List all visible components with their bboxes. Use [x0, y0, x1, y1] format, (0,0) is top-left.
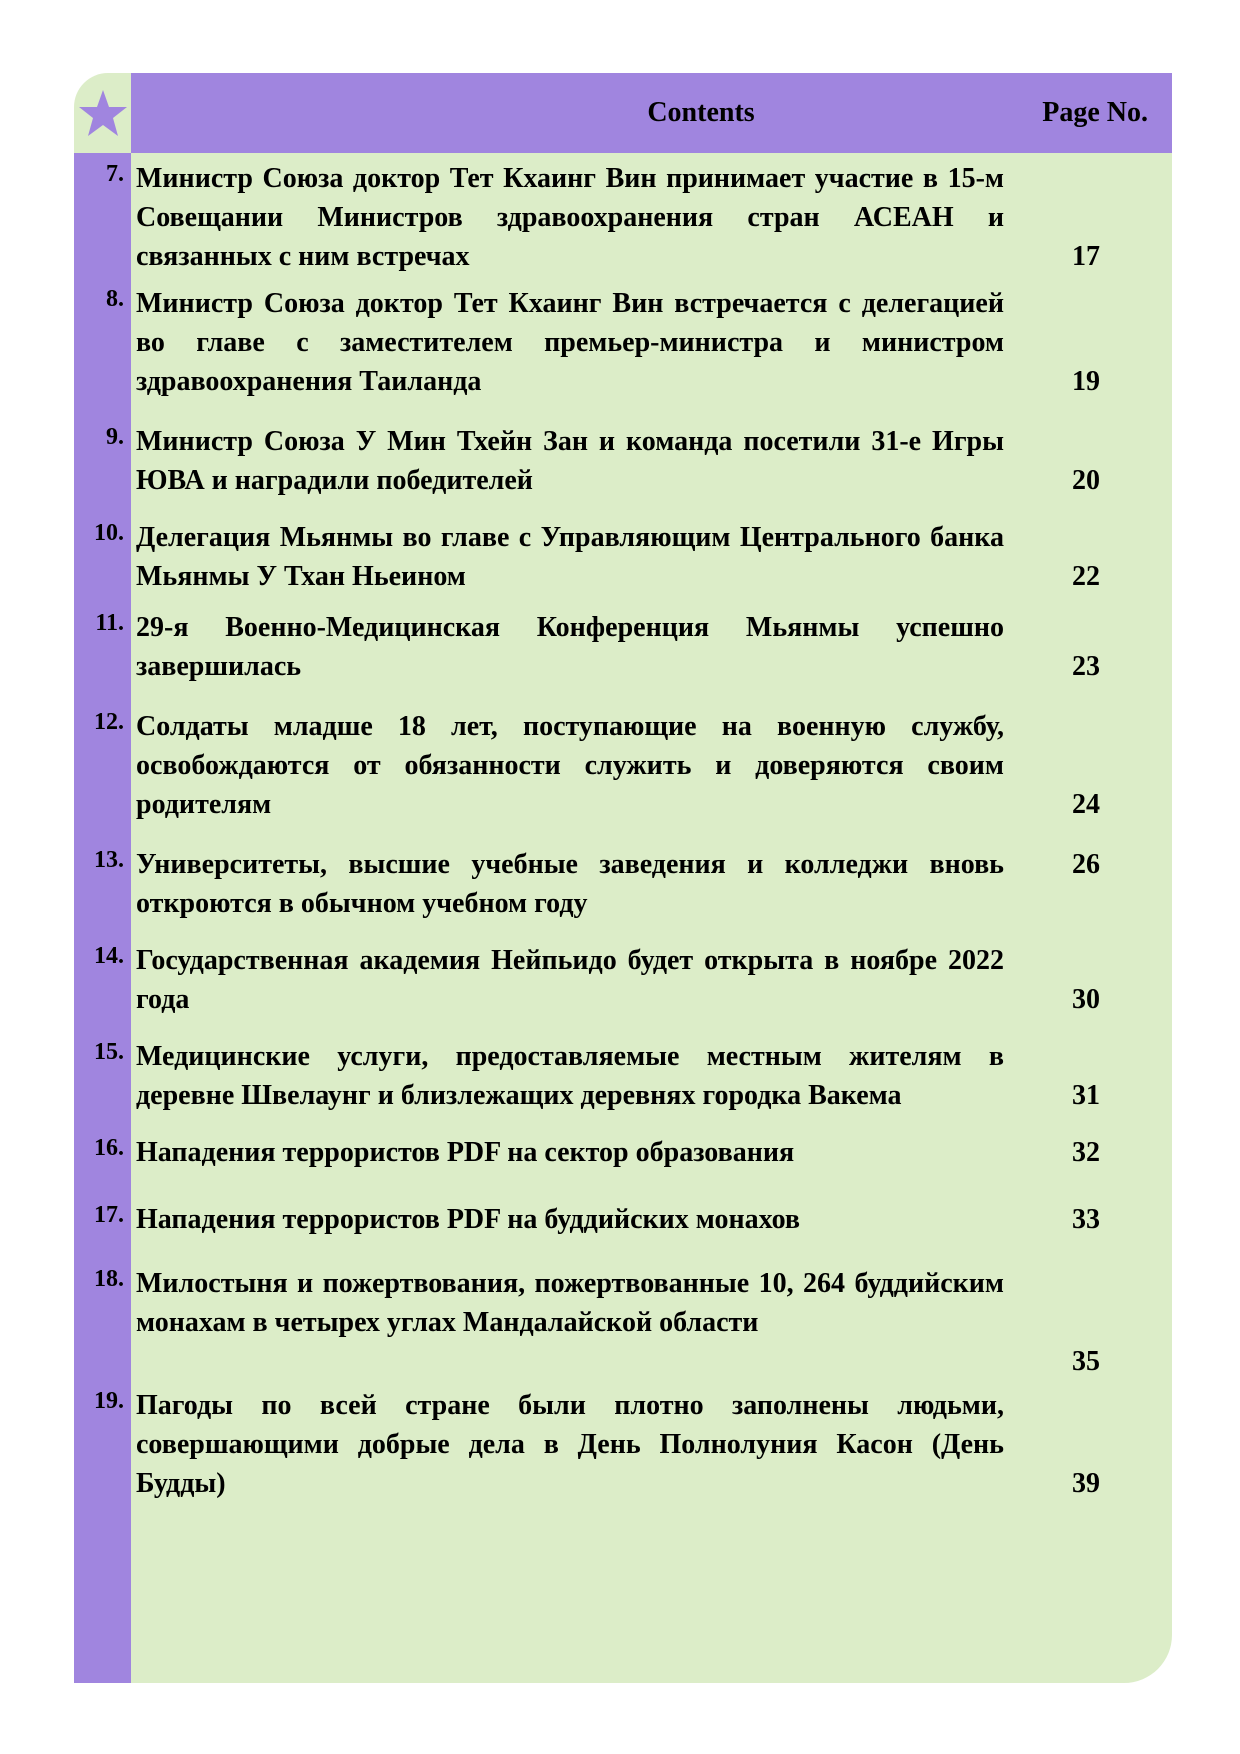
entry-number: 14.: [94, 943, 124, 969]
entry-title: Нападения террористов PDF на сектор образования: [136, 1137, 795, 1168]
entry-title: Министр Союза У Мин Тхейн Зан и команда посетили 31-е Игры ЮВА и наградили победителей: [136, 426, 1004, 496]
entry-page: 22: [1072, 561, 1100, 592]
entry-page: 20: [1072, 465, 1100, 496]
entry-title: Министр Союза доктор Тет Кхаинг Вин принимает участие в 15-м Совещании Министров здравоохранения стран АСЕАН и связанных с ним встречах: [136, 163, 1004, 272]
entry-page: 26: [1072, 849, 1100, 880]
entry-number: 17.: [94, 1202, 124, 1228]
left-stripe: [74, 153, 131, 1683]
page-no-label: Page No.: [1042, 97, 1148, 128]
entry-number: 13.: [94, 847, 124, 873]
entry-number: 10.: [94, 520, 124, 546]
entry-number: 12.: [94, 709, 124, 735]
star-icon: [78, 88, 128, 138]
entry-page: 39: [1072, 1468, 1100, 1499]
entry-page: 23: [1072, 651, 1100, 682]
entry-page: 30: [1072, 984, 1100, 1015]
entry-page: 31: [1072, 1080, 1100, 1111]
entry-title: Нападения террористов PDF на буддийских монахов: [136, 1204, 800, 1235]
entry-page: 19: [1072, 366, 1100, 397]
entry-number: 16.: [94, 1135, 124, 1161]
entry-title: Солдаты младше 18 лет, поступающие на военную службу, освобождаются от обязанности служить и доверяются своим родителям: [136, 711, 1004, 820]
entry-page: 32: [1072, 1137, 1100, 1168]
entry-title: 29-я Военно-Медицинская Конференция Мьянмы успешно завершилась: [136, 612, 1004, 682]
entry-title: Делегация Мьянмы во главе с Управляющим Центрального банка Мьянмы У Тхан Ньеином: [136, 522, 1004, 592]
entry-number: 19.: [94, 1388, 124, 1414]
contents-header: [131, 73, 1172, 153]
entry-page: 17: [1072, 241, 1100, 272]
entry-title: Государственная академия Нейпьидо будет открыта в ноябре 2022 года: [136, 945, 1004, 1015]
entry-number: 7.: [106, 161, 124, 187]
entry-number: 8.: [106, 286, 124, 312]
entry-number: 18.: [94, 1266, 124, 1292]
entry-number: 9.: [106, 424, 124, 450]
entry-page: 33: [1072, 1204, 1100, 1235]
entry-page: 24: [1072, 789, 1100, 820]
entry-number: 15.: [94, 1039, 124, 1065]
entry-page: 35: [1072, 1346, 1100, 1377]
entry-title: Пагоды по всей стране были плотно заполнены людьми, совершающими добрые дела в День Полнолуния Касон (День Будды): [136, 1390, 1004, 1499]
entry-title: Медицинские услуги, предоставляемые местным жителям в деревне Швелаунг и близлежащих деревнях городка Вакема: [136, 1041, 1004, 1111]
entry-title: Университеты, высшие учебные заведения и колледжи вновь откроются в обычном учебном году: [136, 849, 1004, 919]
entry-title: Милостыня и пожертвования, пожертвованные 10, 264 буддийским монахам в четырех углах Мандалайской области: [136, 1268, 1004, 1338]
entry-title: Министр Союза доктор Тет Кхаинг Вин встречается с делегацией во главе с заместителем премьер-министра и министром здравоохранения Таиланда: [136, 288, 1004, 397]
entry-number: 11.: [95, 610, 124, 636]
star-cell: [74, 73, 131, 153]
contents-title: Contents: [647, 97, 755, 128]
